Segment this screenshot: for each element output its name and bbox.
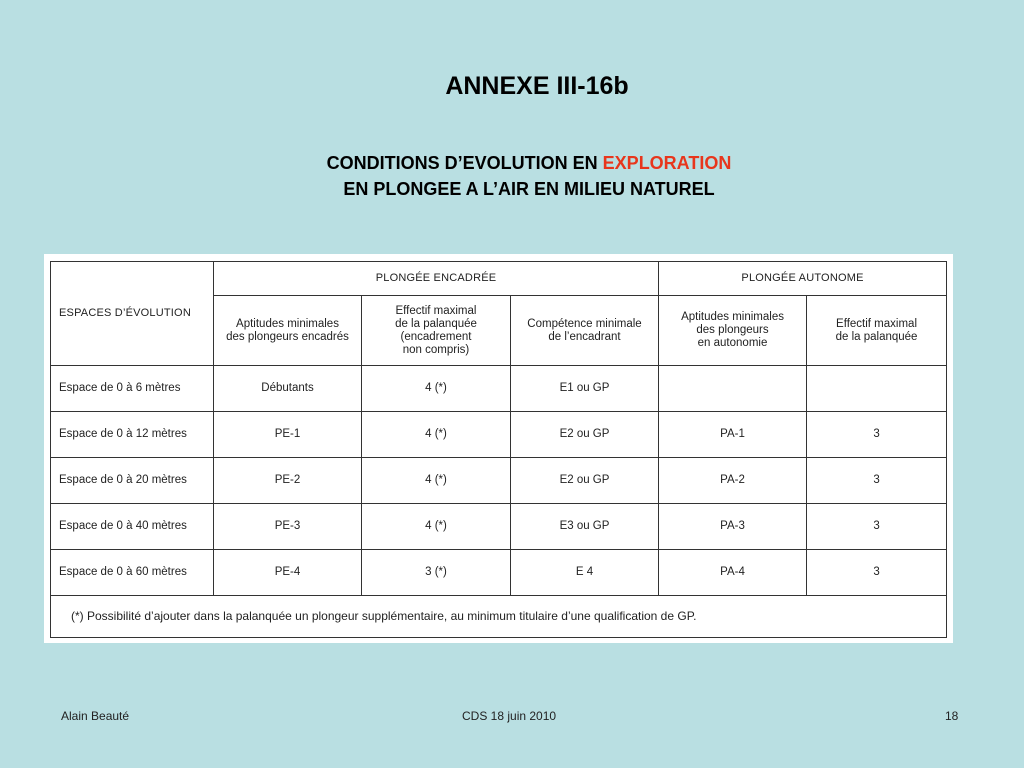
cell-competence: E2 ou GP xyxy=(511,458,659,504)
table-row xyxy=(51,412,947,458)
subheader-effectif-encadree: Effectif maximal de la palanquée (encadrement non compris) xyxy=(362,296,511,366)
subtitle-line-1 xyxy=(0,150,1024,176)
cell-aptitudes-autonomie: PA-2 xyxy=(659,458,807,504)
cell-competence: E1 ou GP xyxy=(511,366,659,412)
table-panel xyxy=(44,254,953,643)
footer-page-number: 18 xyxy=(945,709,959,723)
cell-effectif-autonome xyxy=(807,366,947,412)
table-row xyxy=(51,550,947,596)
cell-aptitudes-encadres: PE-1 xyxy=(214,412,362,458)
cell-effectif-autonome: 3 xyxy=(807,550,947,596)
cell-effectif-encadree: 4 (*) xyxy=(362,366,511,412)
cell-aptitudes-autonomie: PA-3 xyxy=(659,504,807,550)
table-footnote: (*) Possibilité d’ajouter dans la palanquée un plongeur supplémentaire, au minimum titulaire d’une qualification de GP. xyxy=(51,596,947,638)
subtitle-prefix: CONDITIONS D’EVOLUTION EN xyxy=(326,153,603,173)
subtitle-accent: EXPLORATION xyxy=(602,153,732,173)
slide-title: ANNEXE III-16b xyxy=(445,72,629,100)
cell-effectif-encadree: 3 (*) xyxy=(362,550,511,596)
cell-effectif-encadree: 4 (*) xyxy=(362,504,511,550)
table-row xyxy=(51,366,947,412)
cell-aptitudes-autonomie: PA-4 xyxy=(659,550,807,596)
cell-effectif-autonome: 3 xyxy=(807,412,947,458)
table-row xyxy=(51,458,947,504)
cell-effectif-encadree: 4 (*) xyxy=(362,458,511,504)
evolution-table xyxy=(50,261,947,638)
subtitle-line-2: EN PLONGEE A L’AIR EN MILIEU NATUREL xyxy=(343,179,715,199)
cell-aptitudes-autonomie: PA-1 xyxy=(659,412,807,458)
cell-competence: E3 ou GP xyxy=(511,504,659,550)
cell-aptitudes-encadres: Débutants xyxy=(214,366,362,412)
subheader-aptitudes-encadres: Aptitudes minimales des plongeurs encadrés xyxy=(214,296,362,366)
cell-espace: Espace de 0 à 40 mètres xyxy=(51,504,214,550)
cell-effectif-autonome: 3 xyxy=(807,458,947,504)
header-plongee-autonome: PLONGÉE AUTONOME xyxy=(659,262,947,296)
header-plongee-encadree: PLONGÉE ENCADRÉE xyxy=(214,262,659,296)
subheader-effectif-autonome: Effectif maximal de la palanquée xyxy=(807,296,947,366)
cell-competence: E 4 xyxy=(511,550,659,596)
header-espaces: ESPACES D’ÉVOLUTION xyxy=(51,262,214,366)
cell-aptitudes-encadres: PE-3 xyxy=(214,504,362,550)
cell-espace: Espace de 0 à 6 mètres xyxy=(51,366,214,412)
cell-espace: Espace de 0 à 12 mètres xyxy=(51,412,214,458)
subheader-aptitudes-autonomie: Aptitudes minimales des plongeurs en autonomie xyxy=(659,296,807,366)
cell-espace: Espace de 0 à 20 mètres xyxy=(51,458,214,504)
slide-subtitle xyxy=(0,150,1024,202)
table-row xyxy=(51,504,947,550)
footer-author: Alain Beauté xyxy=(61,709,130,723)
footer-event: CDS 18 juin 2010 xyxy=(462,709,557,723)
cell-competence: E2 ou GP xyxy=(511,412,659,458)
cell-aptitudes-encadres: PE-4 xyxy=(214,550,362,596)
cell-effectif-encadree: 4 (*) xyxy=(362,412,511,458)
cell-aptitudes-autonomie xyxy=(659,366,807,412)
cell-espace: Espace de 0 à 60 mètres xyxy=(51,550,214,596)
subheader-competence-encadrant: Compétence minimale de l’encadrant xyxy=(511,296,659,366)
cell-effectif-autonome: 3 xyxy=(807,504,947,550)
cell-aptitudes-encadres: PE-2 xyxy=(214,458,362,504)
